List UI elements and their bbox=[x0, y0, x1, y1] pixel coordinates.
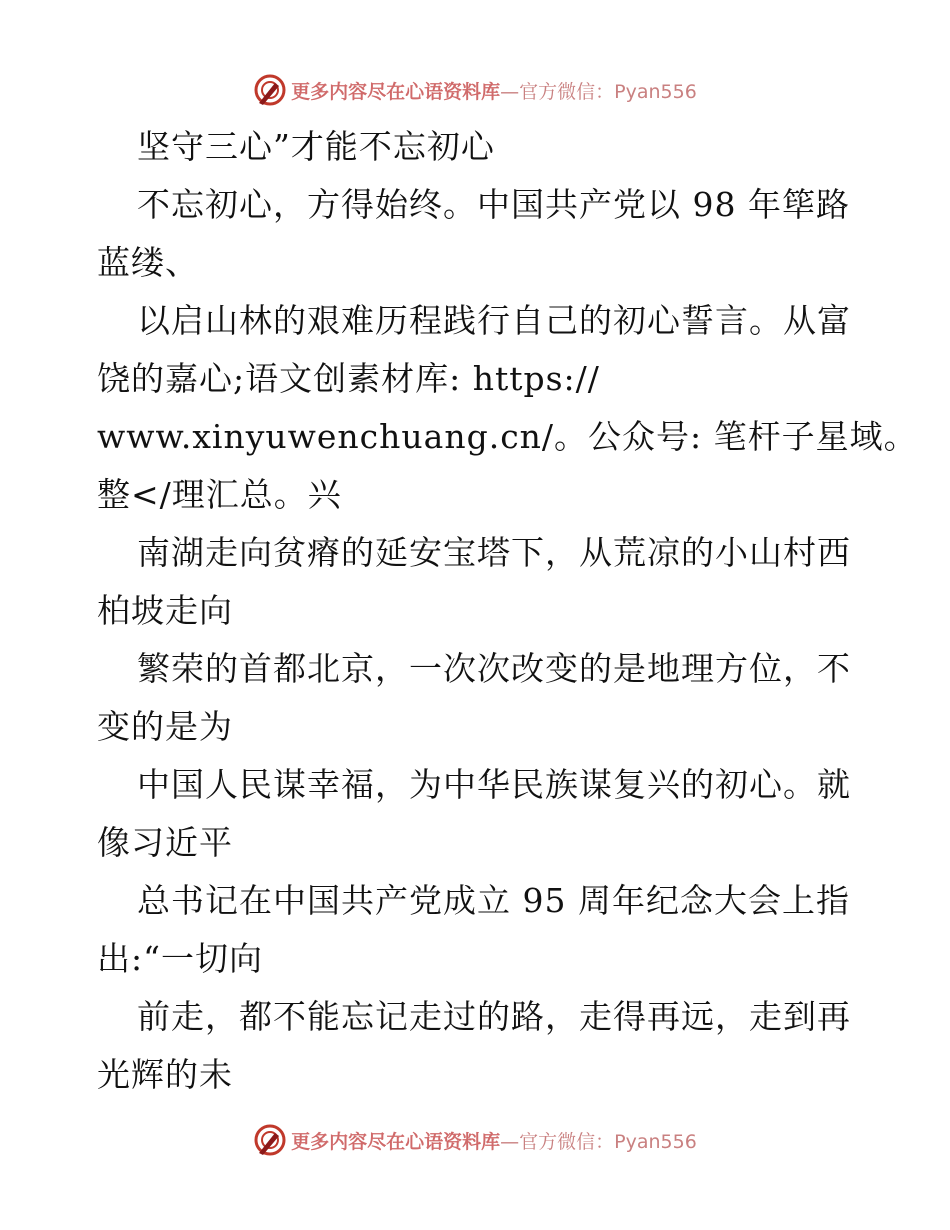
text-line: 变的是为 bbox=[97, 707, 233, 746]
header-banner bbox=[0, 70, 950, 110]
text-line: 坚守三心”才能不忘初心 bbox=[137, 127, 495, 166]
text-line: 以启山林的艰难历程践行自己的初心誓言。从富 bbox=[137, 301, 851, 340]
text-line: 不忘初心，方得始终。中国共产党以 98 年筚路 bbox=[137, 185, 850, 224]
document-body bbox=[97, 118, 918, 1104]
banner-title: 更多内容尽在心语资料库 bbox=[291, 1130, 501, 1153]
text-line: 前走，都不能忘记走过的路，走得再远，走到再 bbox=[137, 997, 851, 1036]
text-line: 蓝缕、 bbox=[97, 243, 199, 282]
text-line: 饶的嘉心;语文创素材库: https:// bbox=[97, 359, 600, 398]
banner-title: 更多内容尽在心语资料库 bbox=[291, 80, 501, 103]
text-line: 繁荣的首都北京，一次次改变的是地理方位，不 bbox=[137, 649, 851, 688]
text-line: 南湖走向贫瘠的延安宝塔下，从荒凉的小山村西 bbox=[137, 533, 851, 572]
footer-banner bbox=[0, 1120, 950, 1160]
text-line: 柏坡走向 bbox=[97, 591, 233, 630]
text-line: 像习近平 bbox=[97, 823, 233, 862]
banner-wechat: —官方微信：Pyan556 bbox=[500, 1130, 697, 1153]
pen-logo-icon bbox=[253, 73, 287, 107]
text-line: 整</理汇总。兴 bbox=[97, 475, 342, 514]
text-line: www.xinyuwenchuang.cn/。公众号: 笔杆子星域。 bbox=[97, 417, 918, 456]
text-line: 总书记在中国共产党成立 95 周年纪念大会上指 bbox=[137, 881, 850, 920]
text-line: 光辉的未 bbox=[97, 1055, 233, 1094]
text-line: 出:“一切向 bbox=[97, 939, 263, 978]
text-line: 中国人民谋幸福，为中华民族谋复兴的初心。就 bbox=[137, 765, 851, 804]
banner-wechat: —官方微信：Pyan556 bbox=[500, 80, 697, 103]
pen-logo-icon bbox=[253, 1123, 287, 1157]
